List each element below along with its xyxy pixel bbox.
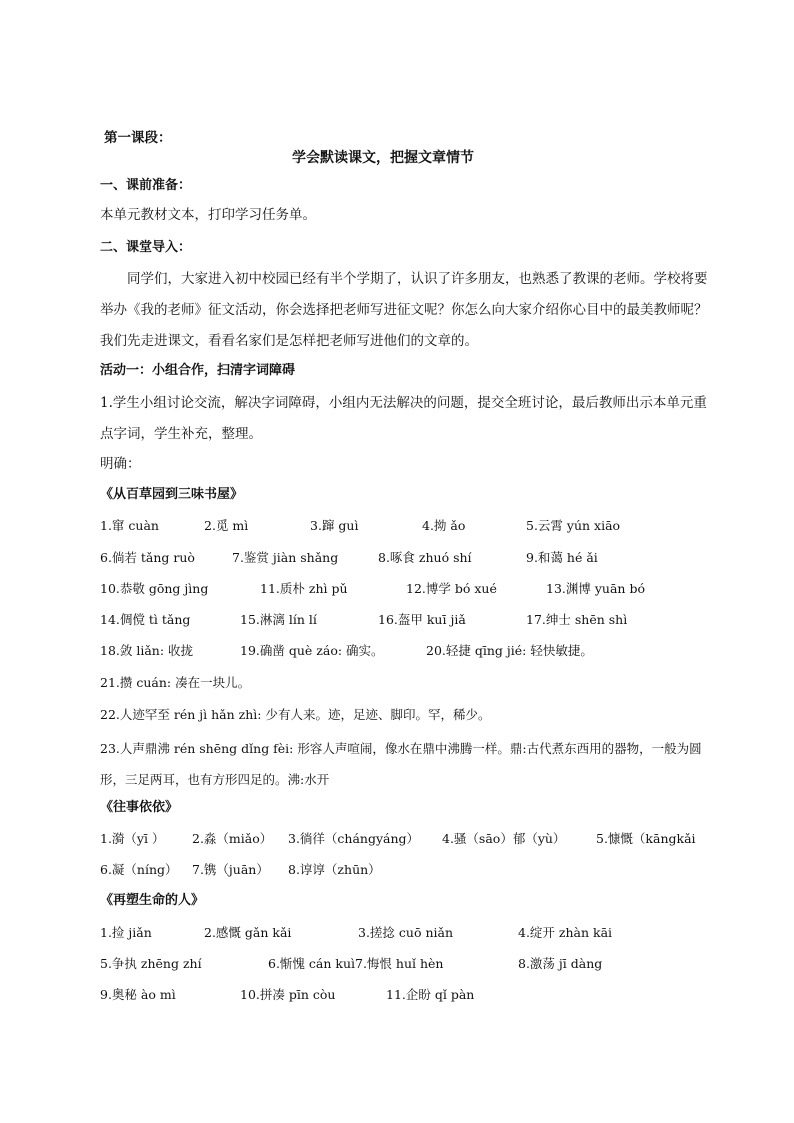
vocab-item: 6.倘若 tǎng ruò xyxy=(100,550,195,565)
text2-row-1 xyxy=(100,829,740,849)
text1-item-23-block xyxy=(100,733,720,795)
vocab-item: 8.谆谆（zhūn） xyxy=(288,862,381,877)
vocab-item: 18.敛 liǎn: 收拢 xyxy=(100,643,194,658)
section2-heading: 二、课堂导入： xyxy=(100,240,192,255)
text1-row-4 xyxy=(100,610,740,630)
vocab-item: 5.争执 zhēng zhí xyxy=(100,956,202,971)
vocab-item: 3.徜徉（chángyáng） xyxy=(288,831,420,846)
vocab-item: 10.恭敬 gōng jìng xyxy=(100,581,209,596)
vocab-item: 6.惭愧 cán kuì7.悔恨 huǐ hèn xyxy=(268,956,444,971)
vocab-item: 12.博学 bó xué xyxy=(406,581,497,596)
text3-row-1 xyxy=(100,923,740,943)
text3-row-3 xyxy=(100,985,740,1005)
vocab-item: 7.镌（juān） xyxy=(192,862,269,877)
vocab-item: 5.慷慨（kāngkǎi xyxy=(596,831,696,846)
text2-title: 《往事依依》 xyxy=(100,800,179,815)
vocab-item: 16.盔甲 kuī jiǎ xyxy=(378,612,466,627)
text2-row-2 xyxy=(100,860,740,880)
vocab-item: 8.激荡 jī dàng xyxy=(518,956,603,971)
vocab-item: 14.倜傥 tì tǎng xyxy=(100,612,191,627)
intro-paragraph-block xyxy=(100,264,720,357)
vocab-item: 17.绅士 shēn shì xyxy=(526,612,628,627)
vocab-item: 20.轻捷 qīng jié: 轻快敏捷。 xyxy=(426,643,593,658)
lesson-label: 第一课段： xyxy=(104,130,172,146)
section1-text: 本单元教材文本，打印学习任务单。 xyxy=(100,207,316,223)
vocab-item: 5.云霄 yún xiāo xyxy=(526,518,621,533)
activity1-text: 1.学生小组讨论交流，解决字词障碍，小组内无法解决的问题，提交全班讨论，最后教师出示本单元重点字词，学生补充，整理。 xyxy=(100,395,707,442)
vocab-item: 11.质朴 zhì pǔ xyxy=(260,581,348,596)
vocab-item: 4.拗 ǎo xyxy=(422,518,466,533)
vocab-item: 15.淋漓 lín lí xyxy=(240,612,317,627)
text1-row-3 xyxy=(100,579,740,599)
vocab-item: 10.拼凑 pīn còu xyxy=(240,987,336,1002)
vocab-item: 1.捡 jiǎn xyxy=(100,925,152,940)
text1-title: 《从百草园到三味书屋》 xyxy=(100,487,244,502)
lesson-title: 学会默读课文，把握文章情节 xyxy=(292,150,474,166)
vocab-item: 4.绽开 zhàn kāi xyxy=(518,925,613,940)
vocab-item: 13.渊博 yuān bó xyxy=(546,581,645,596)
text1-row-5 xyxy=(100,641,740,661)
vocab-item: 2.感慨 gǎn kǎi xyxy=(204,925,292,940)
vocab-item: 9.奥秘 ào mì xyxy=(100,987,176,1002)
vocab-item: 11.企盼 qǐ pàn xyxy=(386,987,475,1002)
vocab-item: 3.搓捻 cuō niǎn xyxy=(358,925,454,940)
section1-heading: 一、课前准备： xyxy=(100,178,192,193)
activity1-block xyxy=(100,388,720,450)
vocab-item: 4.骚（sāo）郁（yù） xyxy=(442,831,566,846)
text1-item-22: 22.人迹罕至 rén jì hǎn zhì: 少有人来。迹，足迹、脚印。罕，稀少。 xyxy=(100,707,491,722)
vocab-item: 2.觅 mì xyxy=(204,518,249,533)
text1-row-2 xyxy=(100,548,740,568)
text1-row-1 xyxy=(100,516,740,536)
vocab-item: 1.窜 cuàn xyxy=(100,518,159,533)
vocab-item: 7.鉴赏 jiàn shǎng xyxy=(232,550,339,565)
text3-row-2 xyxy=(100,954,740,974)
vocab-item: 3.蹿 guì xyxy=(310,518,359,533)
vocab-item: 19.确凿 què záo: 确实。 xyxy=(240,643,384,658)
clarify-label: 明确： xyxy=(100,456,141,472)
vocab-item: 8.啄食 zhuó shí xyxy=(378,550,472,565)
intro-paragraph: 同学们，大家进入初中校园已经有半个学期了，认识了许多朋友，也熟悉了教课的老师。学校将要举办《我的老师》征文活动，你会选择把老师写进征文呢？你怎么向大家介绍你心目中的最美教师呢？我们先走进课文，看看名家们是怎样把老师写进他们的文章的。 xyxy=(100,271,708,349)
text1-item-23: 23.人声鼎沸 rén shēng dǐng fèi: 形容人声喧闹，像水在鼎中沸腾一样。鼎:古代煮东西用的器物，一般为圆形，三足两耳，也有方形四足的。沸:水开 xyxy=(100,741,702,787)
activity1-heading: 活动一：小组合作，扫清字词障碍 xyxy=(100,363,296,378)
text3-title: 《再塑生命的人》 xyxy=(100,893,205,908)
vocab-item: 2.淼（miǎo） xyxy=(192,831,273,846)
vocab-item: 9.和蔼 hé ǎi xyxy=(526,550,598,565)
vocab-item: 6.凝（níng） xyxy=(100,862,178,877)
vocab-item: 1.漪（yī ） xyxy=(100,831,165,846)
text1-item-21: 21.攒 cuán: 凑在一块儿。 xyxy=(100,675,251,690)
